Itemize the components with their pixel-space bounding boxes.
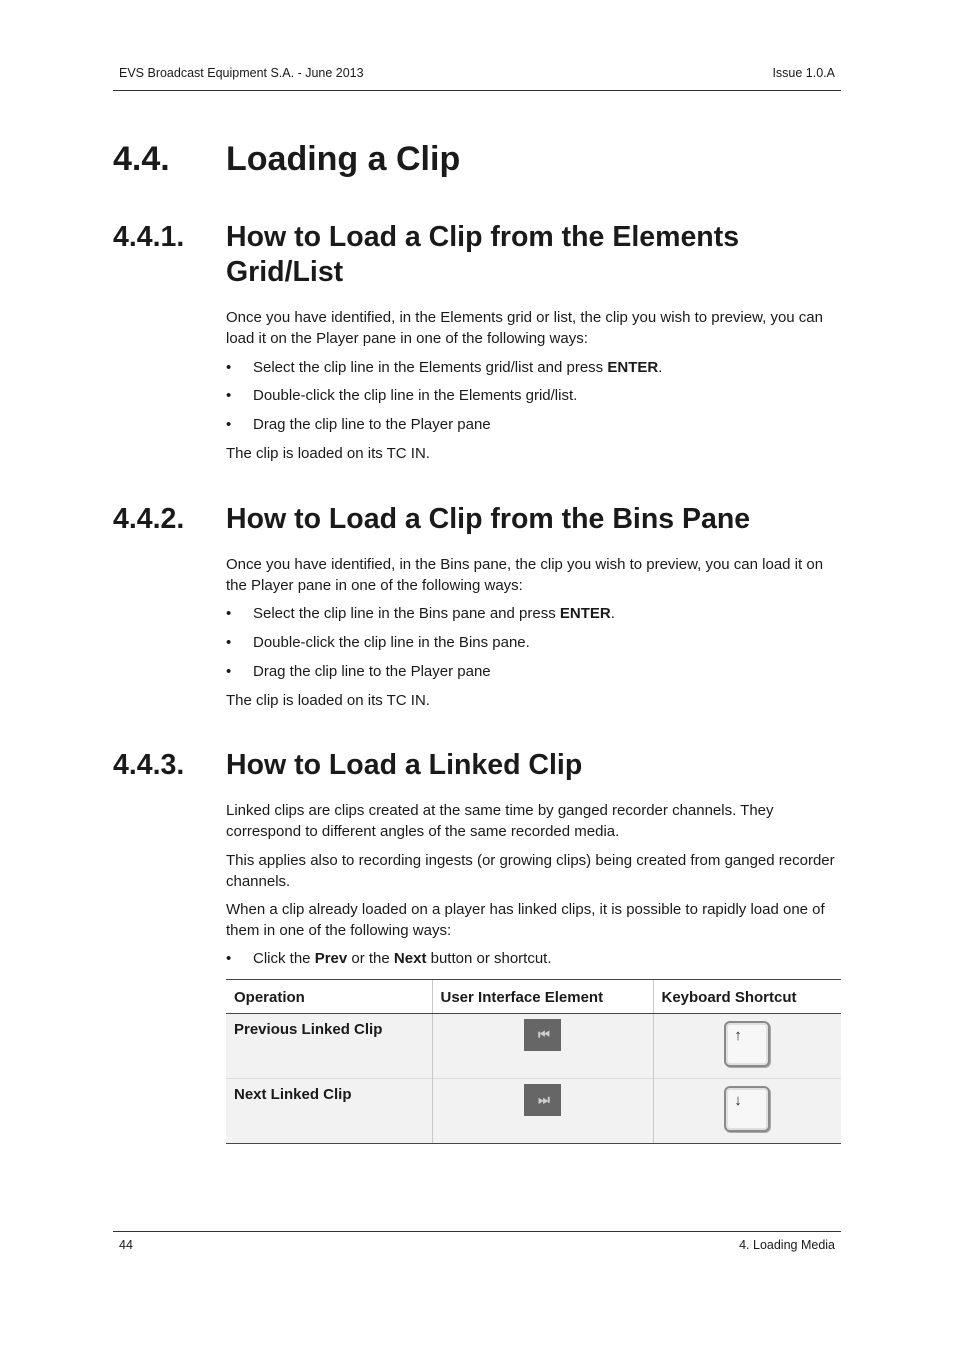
section-number: 4.4. [113,140,170,178]
arrow-up-key-icon: ↑ [724,1021,770,1067]
arrow-down-key-icon: ↓ [724,1086,770,1132]
shortcut-cell [653,1014,841,1079]
bullet-text: Double-click the clip line in the Bins pane. [253,634,530,651]
section-title: Loading a Clip [226,140,461,178]
bullet-text: Select the clip line in the Elements grid/list and press ENTER. [253,359,663,376]
operation-cell: Next Linked Clip [226,1079,432,1144]
subsection-1-intro: Once you have identified, in the Elements grid or list, the clip you wish to preview, you can load it on the Player pane in one of the following ways: [226,309,823,347]
subsection-3-para-1: Linked clips are clips created at the same time by ganged recorder channels. They correspond to different angles of the same recorded media. [226,802,774,840]
shortcut-cell [653,1079,841,1144]
next-button-icon: ⏭ [524,1084,561,1116]
page-header [113,66,841,91]
bullet-marker: • [226,359,232,376]
bullet-marker: • [226,663,232,680]
operation-cell: Previous Linked Clip [226,1014,432,1079]
bullet-text: Drag the clip line to the Player pane [253,663,491,680]
subsection-2-number: 4.4.2. [113,503,185,535]
column-header-ui-element: User Interface Element [432,980,653,1014]
bullet-marker: • [226,387,232,404]
table-row [226,1014,841,1079]
bullet-text: Double-click the clip line in the Elements grid/list. [253,387,578,404]
subsection-1-title: How to Load a Clip from the Elements Grid/List [226,221,740,288]
linked-clip-table [226,979,841,1144]
subsection-1-outro: The clip is loaded on its TC IN. [226,445,430,462]
subsection-3-number: 4.4.3. [113,749,185,781]
prev-button-icon: ⏮ [524,1019,561,1051]
subsection-2-intro: Once you have identified, in the Bins pane, the clip you wish to preview, you can load it on the Player pane in one of the following ways: [226,556,824,594]
bullet-marker: • [226,416,232,433]
subsection-3-para-2: This applies also to recording ingests (or growing clips) being created from ganged recorder channels. [226,852,835,890]
table-row [226,1079,841,1144]
column-header-operation: Operation [226,980,432,1014]
bullet-marker: • [226,605,232,622]
header-right: Issue 1.0.A [772,66,835,80]
page-number: 44 [119,1238,133,1252]
ui-element-cell [432,1079,653,1144]
bullet-marker: • [226,634,232,651]
bullet-text: Select the clip line in the Bins pane and press ENTER. [253,605,615,622]
column-header-shortcut: Keyboard Shortcut [653,980,841,1014]
subsection-2-outro: The clip is loaded on its TC IN. [226,692,430,709]
ui-element-cell [432,1014,653,1079]
table-header-row [226,980,841,1014]
chapter-name: 4. Loading Media [739,1238,835,1252]
subsection-3-para-3: When a clip already loaded on a player has linked clips, it is possible to rapidly load one of them in one of the following ways: [226,901,825,939]
page-footer [113,1231,841,1252]
subsection-2-title: How to Load a Clip from the Bins Pane [226,503,751,535]
subsection-3-title: How to Load a Linked Clip [226,749,583,781]
subsection-1-number: 4.4.1. [113,221,185,253]
bullet-text: Click the Prev or the Next button or shortcut. [253,950,552,967]
bullet-text: Drag the clip line to the Player pane [253,416,491,433]
bullet-marker: • [226,950,232,967]
header-left: EVS Broadcast Equipment S.A. - June 2013 [119,66,364,80]
